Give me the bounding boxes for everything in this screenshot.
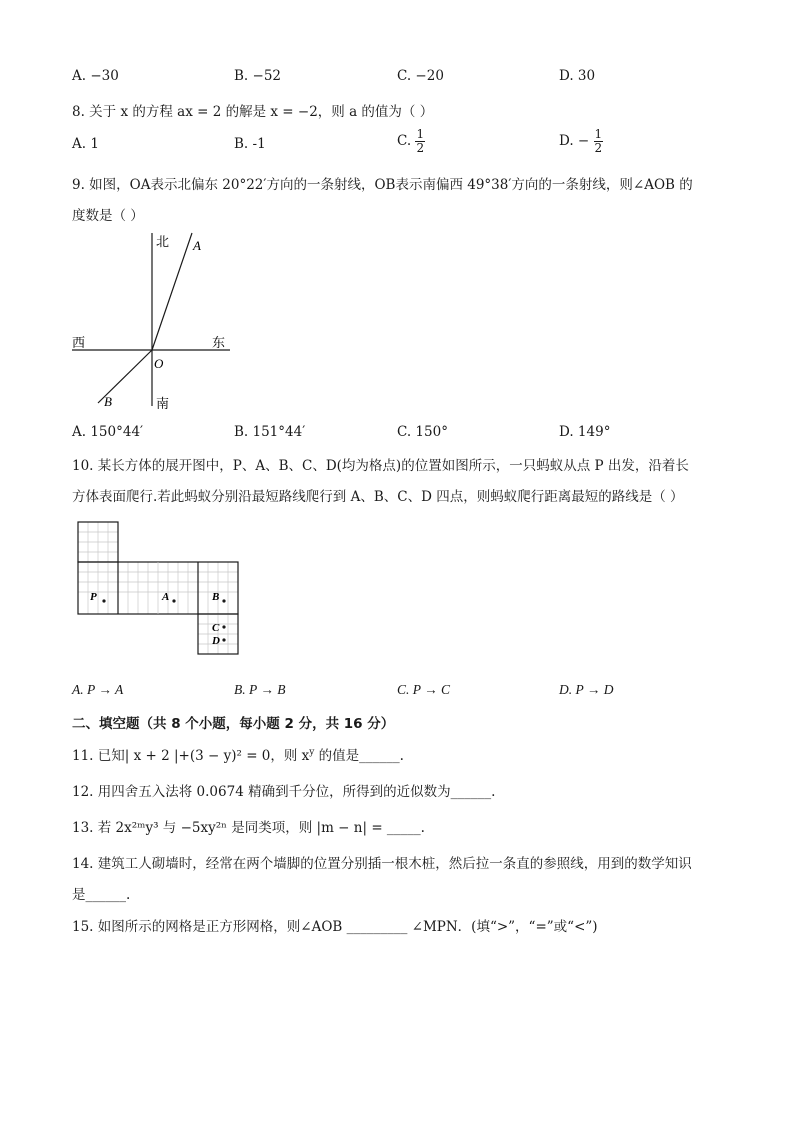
point-b-label: B <box>104 394 112 409</box>
q8-option-d-fraction <box>594 128 604 155</box>
q8-option-d-denominator: 2 <box>594 141 603 155</box>
q8-option-c-fraction <box>415 128 425 155</box>
q9-option-c: C. 150° <box>397 424 448 440</box>
point-a <box>172 599 175 602</box>
q8-option-c-denominator: 2 <box>416 141 425 155</box>
q8-option-d-label: D. − <box>559 133 590 149</box>
q8-option-c <box>397 128 425 155</box>
q10-stem-line2: 方体表面爬行.若此蚂蚁分别沿最短路线爬行到 A、B、C、D 四点，则蚂蚁爬行距离最短的路线是（ ） <box>72 489 684 505</box>
q10-option-b: B. P → B <box>234 682 286 697</box>
q12: 12. 用四舍五入法将 0.0674 精确到千分位，所得到的近似数为______. <box>72 784 496 800</box>
q7-option-a: A. −30 <box>72 68 119 84</box>
q10-option-c: C. P → C <box>397 682 451 697</box>
point-a-label: A <box>193 238 201 253</box>
q7-option-d: D. 30 <box>559 68 596 84</box>
section-heading: 二、填空题（共 8 个小题，每小题 2 分，共 16 分） <box>72 716 395 732</box>
point-d-label: D <box>212 635 220 647</box>
q9-option-b: B. 151°44′ <box>234 424 306 440</box>
q11-text-after: 的值是______. <box>314 748 404 764</box>
q10-net-figure <box>76 520 242 660</box>
q11-exponent: y <box>309 747 315 758</box>
point-p-label: P <box>90 591 97 603</box>
q10-stem-line1: 10. 某长方体的展开图中，P、A、B、C、D(均为格点)的位置如图所示，一只蚂蚁从点 P 出发，沿着长 <box>72 458 689 474</box>
west-label: 西 <box>72 336 86 351</box>
point-c <box>222 625 225 628</box>
east-label: 东 <box>212 336 226 351</box>
q8-option-c-numerator: 1 <box>416 127 425 141</box>
point-c-label: C <box>212 622 220 634</box>
point-a-label: A <box>162 591 170 603</box>
q9-option-a: A. 150°44′ <box>72 424 144 440</box>
point-o-label: O <box>154 356 164 371</box>
q10-option-d: D. P → D <box>559 682 614 697</box>
point-d <box>222 638 225 641</box>
q8-option-b: B. -1 <box>234 136 266 152</box>
q9-option-d: D. 149° <box>559 424 611 440</box>
q13: 13. 若 2x²ᵐy³ 与 −5xy²ⁿ 是同类项，则 |m − n| = _____. <box>72 820 425 836</box>
q8-stem: 8. 关于 x 的方程 ax = 2 的解是 x = −2，则 a 的值为（ ） <box>72 104 434 120</box>
q14-line2: 是______. <box>72 887 131 903</box>
top-face-grid <box>78 522 118 562</box>
q8-option-a: A. 1 <box>72 136 99 152</box>
q8-option-d-numerator: 1 <box>594 127 603 141</box>
q9-stem-line1: 9. 如图，OA表示北偏东 20°22′方向的一条射线，OB表示南偏西 49°38′方向的一条射线，则∠AOB 的 <box>72 177 693 193</box>
point-b-label: B <box>212 591 220 603</box>
q8-option-d <box>559 128 603 155</box>
south-label: 南 <box>156 397 170 412</box>
q8-option-c-label: C. <box>397 133 412 149</box>
q9-compass-figure <box>70 228 240 414</box>
north-label: 北 <box>156 235 170 250</box>
bottom-face-grid <box>198 614 238 654</box>
ray-oa <box>152 233 192 350</box>
q7-option-b: B. −52 <box>234 68 281 84</box>
q15: 15. 如图所示的网格是正方形网格，则∠AOB _________ ∠MPN．(填“>”，“=”或“<”) <box>72 919 598 935</box>
q7-option-c: C. −20 <box>397 68 444 84</box>
q10-option-a: A. P → A <box>72 682 124 697</box>
q11 <box>72 744 404 764</box>
q14-line1: 14. 建筑工人砌墙时，经常在两个墙脚的位置分别插一根木桩，然后拉一条直的参照线，用到的数学知识 <box>72 856 692 872</box>
q9-stem-line2: 度数是（ ） <box>72 208 144 224</box>
q11-text-before: 11. 已知| x + 2 |+(3 − y)² = 0，则 x <box>72 748 310 764</box>
point-p <box>102 599 105 602</box>
point-b <box>222 599 225 602</box>
